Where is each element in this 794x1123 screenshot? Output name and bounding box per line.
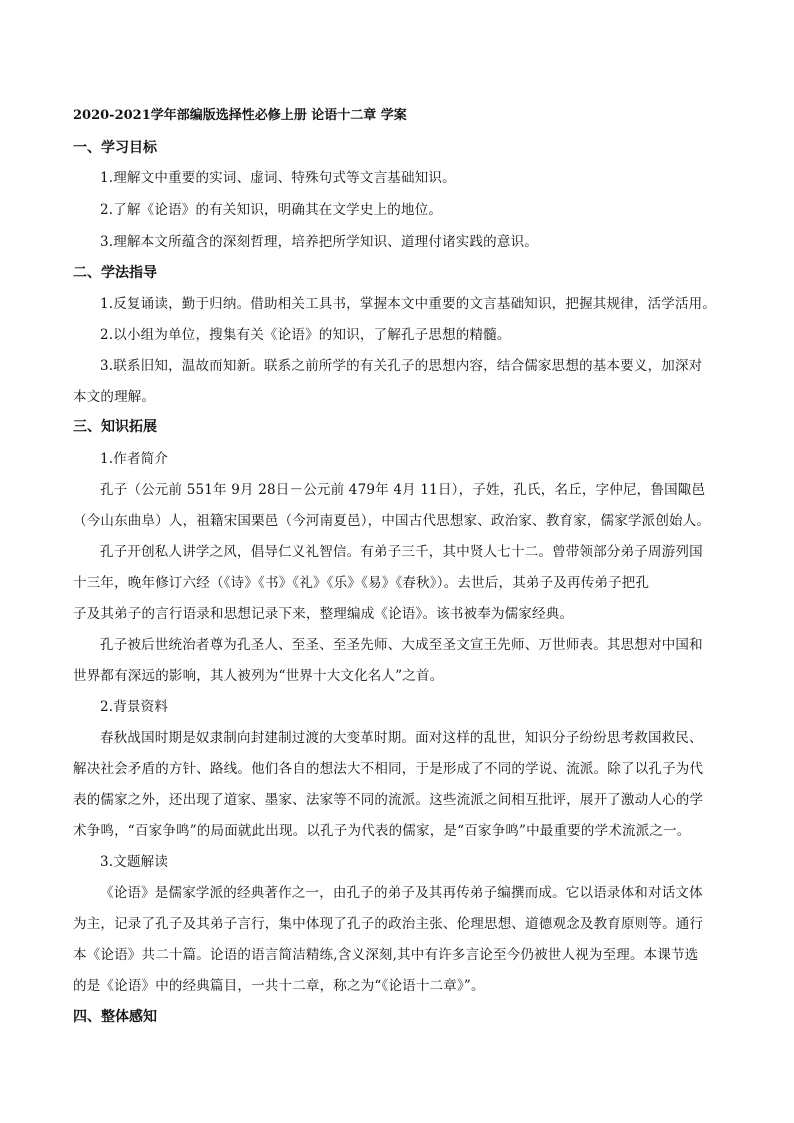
subheading-background: 2.背景资料 [100,699,169,715]
author-paragraph-line: 十三年，晚年修订六经（《诗》《书》《礼》《乐》《易》《春秋》）。去世后，其弟子及再传弟子把孔 [73,575,650,591]
interpretation-paragraph-line: 的是《论语》中的经典篇目，一共十二章，称之为“《论语十二章》”。 [73,978,485,994]
goal-item-3: 3.理解本文所蕴含的深刻哲理，培养把所学知识、道理付诸实践的意识。 [100,234,538,250]
section-heading-learning-goals: 一、学习目标 [73,140,157,156]
author-paragraph-line: 世界都有深远的影响，其人被列为“世界十大文化名人”之首。 [73,668,444,684]
method-item-3: 3.联系旧知，温故而知新。联系之前所学的有关孔子的思想内容，结合儒家思想的基本要义，加深对 [100,358,703,374]
author-paragraph-line: （今山东曲阜）人，祖籍宋国栗邑（今河南夏邑），中国古代思想家、政治家、教育家，儒家学派创始人。 [73,513,711,529]
author-paragraph-line: 孔子开创私人讲学之风，倡导仁义礼智信。有弟子三千，其中贤人七十二。曾带领部分弟子周游列国 [100,544,703,560]
background-paragraph-line: 解决社会矛盾的方针、路线。他们各自的想法大不相同，于是形成了不同的学说、流派。除了以孔子为代 [73,761,704,777]
subheading-title-interpretation: 3.文题解读 [100,854,169,870]
goal-item-1: 1.理解文中重要的实词、虚词、特殊句式等文言基础知识。 [100,170,456,186]
section-heading-knowledge-extension: 三、知识拓展 [73,419,157,435]
interpretation-paragraph-line: 《论语》是儒家学派的经典著作之一，由孔子的弟子及其再传弟子编撰而成。它以语录体和对话文体 [100,885,703,901]
background-paragraph-line: 春秋战国时期是奴隶制向封建制过渡的大变革时期。面对这样的乱世，知识分子纷纷思考救国救民、 [100,730,703,746]
section-heading-overall-perception: 四、整体感知 [73,1009,157,1025]
method-item-1: 1.反复诵读，勤于归纳。借助相关工具书，掌握本文中重要的文言基础知识，把握其规律，活学活用。 [100,296,717,312]
document-title: 2020-2021学年部编版选择性必修上册 论语十二章 学案 [73,108,407,123]
author-paragraph-line: 孔子被后世统治者尊为孔圣人、至圣、至圣先师、大成至圣文宣王先师、万世师表。其思想对中国和 [100,637,703,653]
subheading-author-intro: 1.作者简介 [100,451,169,467]
background-paragraph-line: 术争鸣，“百家争鸣”的局面就此出现。以孔子为代表的儒家，是“百家争鸣”中最重要的学术流派之一。 [73,823,691,839]
method-item-3-cont: 本文的理解。 [73,389,156,405]
section-heading-study-methods: 二、学法指导 [73,265,157,281]
author-paragraph-line: 孔子（公元前 551年 9月 28日－公元前 479年 4月 11日），子姓，孔氏，名丘，字仲尼，鲁国陬邑 [100,482,706,498]
interpretation-paragraph-line: 本《论语》共二十篇。论语的语言简洁精练,含义深刻,其中有许多言论至今仍被世人视为至理。本课节选 [73,947,699,963]
interpretation-paragraph-line: 为主，记录了孔子及其弟子言行，集中体现了孔子的政治主张、伦理思想、道德观念及教育原则等。通行 [73,916,704,932]
method-item-2: 2.以小组为单位，搜集有关《论语》的知识，了解孔子思想的精髓。 [100,327,511,343]
background-paragraph-line: 表的儒家之外，还出现了道家、墨家、法家等不同的流派。这些流派之间相互批评，展开了激动人心的学 [73,792,704,808]
author-paragraph-line: 子及其弟子的言行语录和思想记录下来，整理编成《论语》。该书被奉为儒家经典。 [73,606,574,622]
goal-item-2: 2.了解《论语》的有关知识，明确其在文学史上的地位。 [100,202,443,218]
